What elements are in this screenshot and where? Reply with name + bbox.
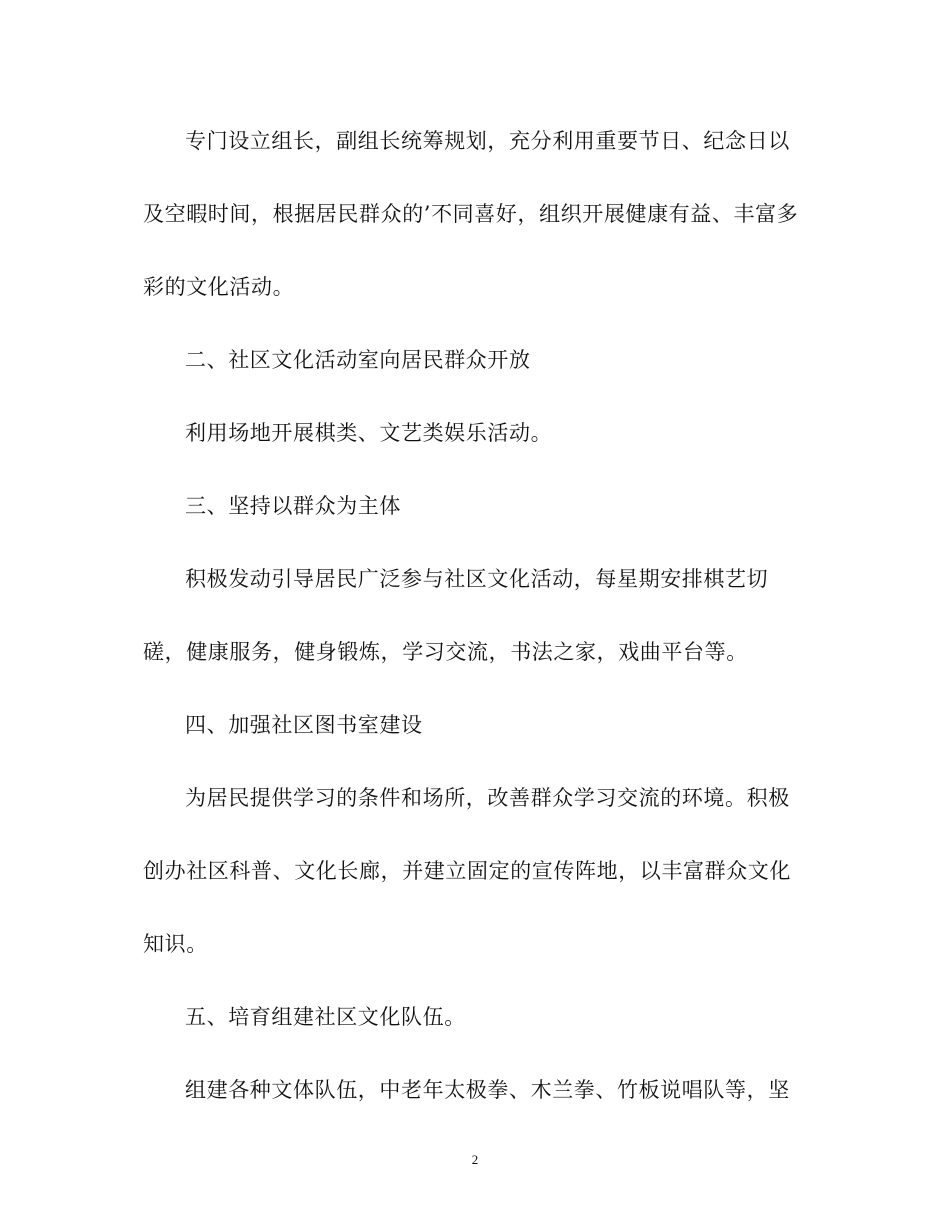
paragraph-line: 磋，健康服务，健身锻炼，学习交流，书法之家，戏曲平台等。	[143, 640, 748, 664]
paragraph-line: 及空暇时间，根据居民群众的’不同喜好，组织开展健康有益、丰富多	[143, 202, 799, 226]
section-heading: 四、加强社区图书室建设	[185, 713, 423, 737]
paragraph-line: 专门设立组长，副组长统筹规划，充分利用重要节日、纪念日以	[185, 129, 790, 153]
paragraph-line: 彩的文化活动。	[143, 275, 295, 299]
section-heading: 五、培育组建社区文化队伍。	[185, 1005, 466, 1029]
paragraph-line: 为居民提供学习的条件和场所，改善群众学习交流的环境。积极	[185, 786, 790, 810]
paragraph-line: 利用场地开展棋类、文艺类娱乐活动。	[185, 421, 553, 445]
paragraph-line: 积极发动引导居民广泛参与社区文化活动，每星期安排棋艺切	[185, 567, 769, 591]
page-number: 2	[471, 1152, 479, 1167]
section-heading: 三、坚持以群众为主体	[185, 494, 401, 518]
paragraph-line: 创办社区科普、文化长廊，并建立固定的宣传阵地，以丰富群众文化	[143, 859, 791, 883]
section-heading: 二、社区文化活动室向居民群众开放	[185, 348, 531, 372]
paragraph-line: 组建各种文体队伍，中老年太极拳、木兰拳、竹板说唱队等，坚	[185, 1078, 790, 1102]
paragraph-line: 知识。	[143, 932, 208, 956]
